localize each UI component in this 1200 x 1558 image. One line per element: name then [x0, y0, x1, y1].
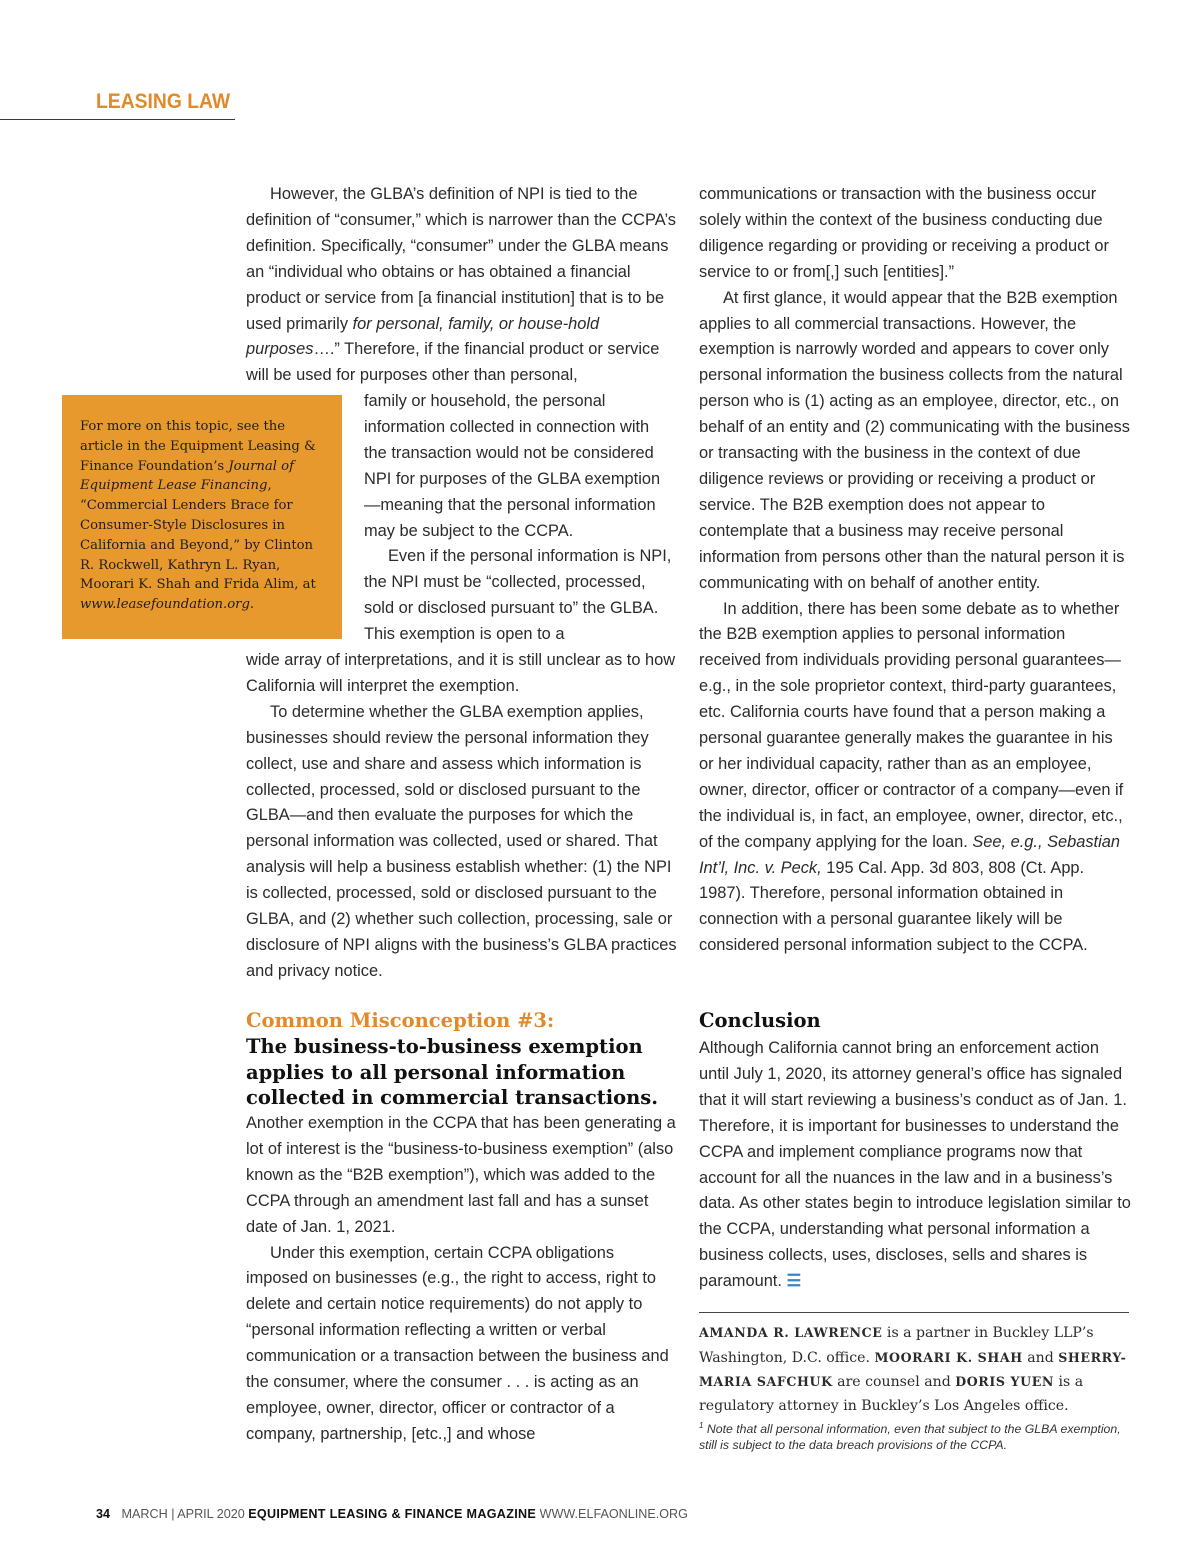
paragraph: Even if the personal information is NPI, the NPI must be “collected, processed, sold or disclosed pursuant to” the GLBA. This exemption is open to a	[364, 547, 672, 644]
bio-divider	[699, 1312, 1129, 1313]
footnote: $^1$ Note that all personal information, even that subject to the GLBA exemption, still is subject to the data breach provisions of the CCPA.	[699, 1421, 1121, 1453]
conclusion-body	[699, 1036, 1131, 1295]
paragraph: To determine whether the GLBA exemption applies, businesses should review the personal information they collect, use and share and assess which information is collected, processed, sold or disclosed pursuant to the GLBA—and then evaluate the purposes for which the personal information was collected, used or shared. That analysis will help a business establish whether: (1) the NPI is collected, processed, sold or disclosed pursuant to the GLBA, and (2) whether such collection, processing, sale or disclosure of NPI aligns with the business’s GLBA practices and privacy notice.	[246, 702, 677, 980]
paragraph: wide array of interpretations, and it is still unclear as to how California will interpret the exemption.	[246, 651, 676, 695]
paragraph: Another exemption in the CCPA that has been generating a lot of interest is the “business-to-business exemption” (also known as the “B2B exemption”), which was added to the CCPA through an amendment last fall and has a sunset date of Jan. 1, 2021.	[246, 1114, 676, 1236]
website-url: WWW.ELFAONLINE.ORG	[539, 1507, 688, 1521]
author-name: MOORARI K. SHAH	[874, 1349, 1023, 1365]
paragraph: family or household, the personal information collected in connection with the transaction would not be considered NPI for purposes of the GLBA exemption—meaning that the personal information may be subject to the CCPA.	[364, 392, 661, 540]
related-article-callout: For more on this topic, see the article in the Equipment Leasing & Finance Foundation’s Journal of Equipment Lease Financing, “Commercial Lenders Brace for Consumer-Style Disclosures in California and Beyond,” by Clinton R. Rockwell, Kathryn L. Ryan, Moorari K. Shah and Frida Alim, at www.leasefoundation.org.	[62, 395, 342, 639]
page-footer	[96, 1507, 688, 1521]
paragraph: Although California cannot bring an enforcement action until July 1, 2020, its attorney general’s office has signaled that it will start reviewing a business’s conduct as of Jan. 1. Therefore, it is important for businesses to understand the CCPA and implement compliance programs now that account for all the nuances in the law and in a business’s data. As other states begin to introduce legislation similar to the CCPA, understanding what personal information a business collects, uses, discloses, sells and shares is paramount. ☰	[699, 1039, 1131, 1291]
section-rule	[0, 119, 235, 120]
end-of-article-icon: ☰	[786, 1272, 802, 1291]
conclusion-heading: Conclusion	[699, 1009, 821, 1032]
issue-date: MARCH | APRIL 2020	[121, 1507, 245, 1521]
misconception-heading: Common Misconception #3:	[246, 1009, 555, 1032]
right-column	[699, 182, 1131, 959]
conclusion-heading-block	[699, 1008, 1131, 1034]
author-name: AMANDA R. LAWRENCE	[699, 1325, 883, 1340]
left-column-bottom	[246, 648, 678, 985]
misconception-subheading: The business-to-business exemption applies to all personal information collected in commercial transactions.	[246, 1035, 659, 1110]
footnote-marker: 1	[699, 1421, 704, 1430]
left-column-top	[246, 182, 678, 389]
paragraph: In addition, there has been some debate as to whether the B2B exemption applies to personal information received from individuals providing personal guarantees—e.g., in the sole proprietor context, third-party guarantees, etc. California courts have found that a person making a personal guarantee generally makes the guarantee in his or her individual capacity, rather than as an employee, owner, director, officer or contractor of a company—even if the individual is, in fact, an employee, owner, director, etc., of the company applying for the loan. See, e.g., Sebastian Int’l, Inc. v. Peck, 195 Cal. App. 3d 803, 808 (Ct. App. 1987). Therefore, personal information obtained in connection with a personal guarantee likely will be considered personal information subject to the CCPA.	[699, 599, 1124, 955]
paragraph: At first glance, it would appear that the B2B exemption applies to all commercial transactions. However, the exemption is narrowly worded and appears to cover only personal information the business collects from the natural person who is (1) acting as an employee, director, etc., on behalf of an entity and (2) communicating with the business or transacting with the business in the context of due diligence reviews or providing or receiving a product or service. The B2B exemption does not appear to contemplate that a business may receive personal information from persons other than the natural person it is communicating with on behalf of another entity.	[699, 288, 1130, 592]
page-number: 34	[96, 1507, 111, 1521]
paragraph: Under this exemption, certain CCPA obligations imposed on businesses (e.g., the right to access, right to delete and certain notice requirements) do not apply to “personal information reflecting a written or verbal communication or a transaction between the business and the consumer, where the consumer . . . is acting as an employee, owner, director, officer or contractor of a company, partnership, [etc.,] and whose	[246, 1243, 669, 1443]
misconception-body	[246, 1111, 678, 1448]
misconception-heading-block	[246, 1008, 686, 1111]
paragraph: However, the GLBA’s definition of NPI is tied to the definition of “consumer,” which is narrower than the CCPA’s definition. Specifically, “consumer” under the GLBA means an “individual who obtains or has obtained a financial product or service from [a financial institution] that is to be used primarily for personal, family, or house-hold purposes….” Therefore, if the financial product or service will be used for purposes other than personal,	[246, 185, 676, 385]
author-name: DORIS YUEN	[955, 1374, 1055, 1390]
author-name: SHERRY-MARIA SAFCHUK	[699, 1349, 1127, 1390]
section-label: LEASING LAW	[96, 90, 231, 113]
magazine-title: EQUIPMENT LEASING & FINANCE MAGAZINE	[248, 1507, 537, 1521]
foundation-url: www.leasefoundation.org	[80, 597, 250, 613]
left-column-wrap	[364, 389, 676, 648]
paragraph: communications or transaction with the business occur solely within the context of the business conducting due diligence regarding or providing or receiving a product or service to or from[,] such [entities].”	[699, 185, 1109, 281]
author-bio: AMANDA R. LAWRENCE is a partner in Buckley LLP’s Washington, D.C. office. MOORARI K. SHAH and SHERRY-MARIA SAFCHUK are counsel and DORIS YUEN is a regulatory attorney in Buckley’s Los Angeles office.	[699, 1325, 1127, 1414]
